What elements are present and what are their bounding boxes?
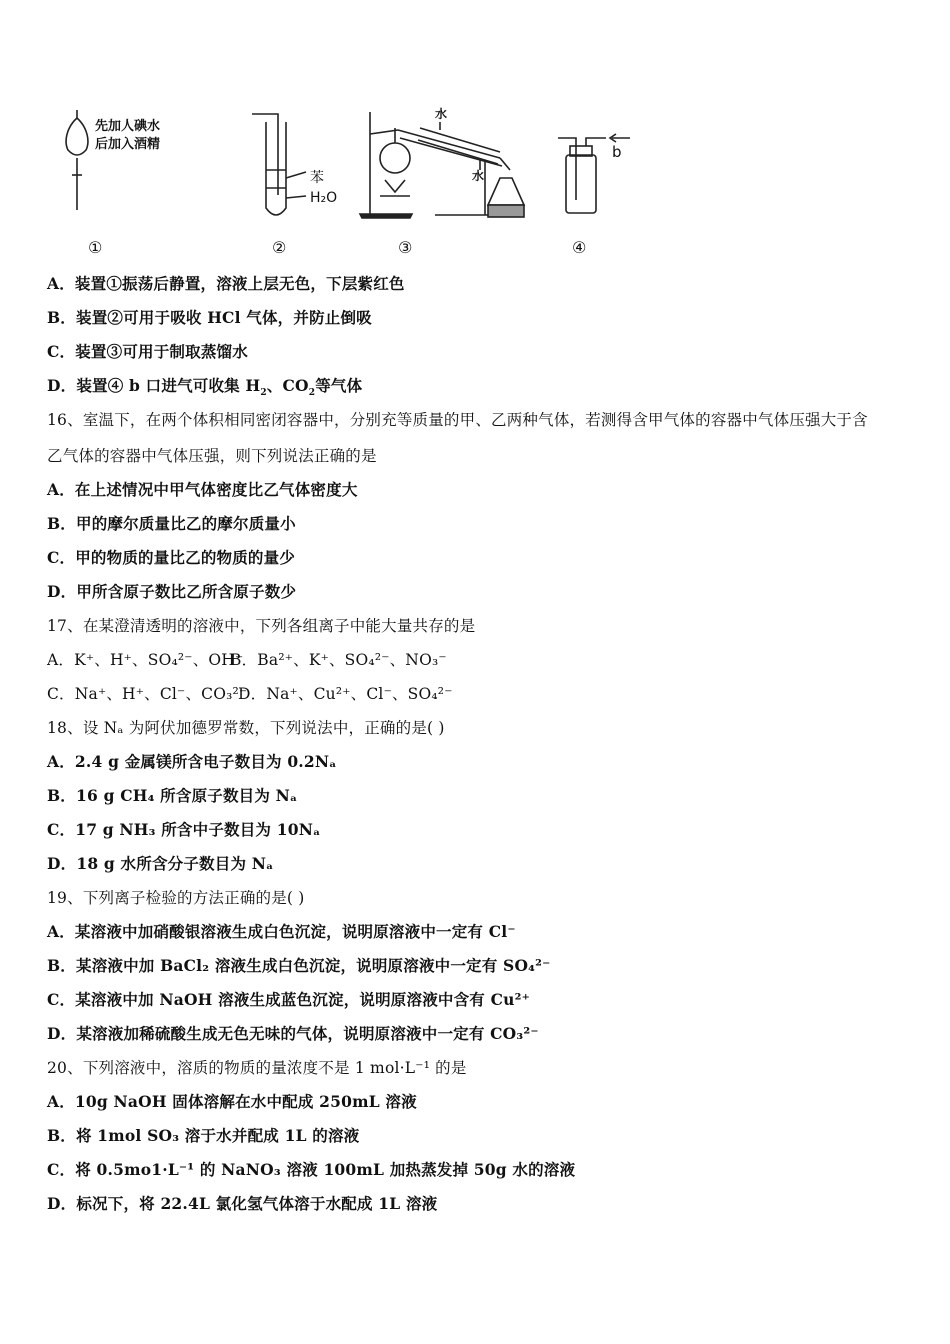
q19-option-b: B．某溶液中加 BaCl₂ 溶液生成白色沉淀，说明原溶液中一定有 SO₄²⁻ xyxy=(47,956,551,975)
benzene-label: 苯 xyxy=(310,170,324,186)
distillation-apparatus xyxy=(360,112,524,218)
q15-option-a: A．装置①振荡后静置，溶液上层无色，下层紫红色 xyxy=(47,274,405,293)
q16-stem-line-2: 乙气体的容器中气体压强，则下列说法正确的是 xyxy=(47,447,377,465)
q20-option-a: A．10g NaOH 固体溶解在水中配成 250mL 溶液 xyxy=(47,1092,417,1111)
figure-label-4: ④ xyxy=(572,238,587,257)
q16-option-a: A．在上述情况中甲气体密度比乙气体密度大 xyxy=(47,480,358,499)
q17-option-c: C．Na⁺、H⁺、Cl⁻、CO₃²⁻ xyxy=(47,685,248,703)
q19-option-d: D．某溶液加稀硫酸生成无色无味的气体，说明原溶液中一定有 CO₃²⁻ xyxy=(47,1024,539,1043)
water-in-label: 水 xyxy=(435,107,448,121)
q20-option-c: C．将 0.5mo1·L⁻¹ 的 NaNO₃ 溶液 100mL 加热蒸发掉 50g 水的溶液 xyxy=(47,1160,576,1179)
q16-option-b: B．甲的摩尔质量比乙的摩尔质量小 xyxy=(47,514,296,533)
water-out-label: 水 xyxy=(472,169,485,183)
q16-option-c: C．甲的物质的量比乙的物质的量少 xyxy=(47,548,296,567)
q20-option-b: B．将 1mol SO₃ 溶于水并配成 1L 的溶液 xyxy=(47,1126,360,1145)
q18-option-c: C．17 g NH₃ 所含中子数目为 10Nₐ xyxy=(47,820,321,839)
q18-option-a: A．2.4 g 金属镁所含电子数目为 0.2Nₐ xyxy=(47,752,337,771)
figure-label-1: ① xyxy=(88,238,103,257)
inlet-b-label: b xyxy=(612,143,622,161)
test-tube xyxy=(252,114,306,215)
separatory-funnel xyxy=(66,110,88,210)
q16-stem-line-1: 16、室温下，在两个体积相同密闭容器中，分别充等质量的甲、乙两种气体，若测得含甲气体的容器中气体压强大于含 xyxy=(47,411,868,429)
figure-label-3: ③ xyxy=(398,238,413,257)
q17-stem: 17、在某澄清透明的溶液中，下列各组离子中能大量共存的是 xyxy=(47,617,476,635)
q19-option-a: A．某溶液中加硝酸银溶液生成白色沉淀，说明原溶液中一定有 Cl⁻ xyxy=(47,922,516,941)
q17-option-d: D．Na⁺、Cu²⁺、Cl⁻、SO₄²⁻ xyxy=(238,685,453,703)
q19-stem: 19、下列离子检验的方法正确的是( ) xyxy=(47,889,305,907)
water-label: H₂O xyxy=(310,190,338,206)
q15-option-d: D．装置④ b 口进气可收集 $H_2$、$CO_2$等气体 xyxy=(47,376,363,399)
q15-option-c: C．装置③可用于制取蒸馏水 xyxy=(47,342,248,361)
funnel-annotation-2: 后加入酒精 xyxy=(95,137,161,152)
funnel-annotation-1: 先加人碘水 xyxy=(95,119,161,134)
q18-option-b: B．16 g CH₄ 所含原子数目为 Nₐ xyxy=(47,786,298,805)
q20-stem: 20、下列溶液中，溶质的物质的量浓度不是 1 mol·L⁻¹ 的是 xyxy=(47,1059,467,1077)
figure-label-2: ② xyxy=(272,238,287,257)
q18-stem: 18、设 Nₐ 为阿伏加德罗常数，下列说法中，正确的是( ) xyxy=(47,719,445,737)
q17-option-a: A．K⁺、H⁺、SO₄²⁻、OH⁻ xyxy=(47,651,244,669)
q19-option-c: C．某溶液中加 NaOH 溶液生成蓝色沉淀，说明原溶液中含有 Cu²⁺ xyxy=(47,990,530,1009)
q17-option-b: B．Ba²⁺、K⁺、SO₄²⁻、NO₃⁻ xyxy=(230,651,447,669)
q18-option-d: D．18 g 水所含分子数目为 Nₐ xyxy=(47,854,274,873)
q15-option-b: B．装置②可用于吸收 HCl 气体，并防止倒吸 xyxy=(47,308,372,327)
q20-option-d: D．标况下，将 22.4L 氯化氢气体溶于水配成 1L 溶液 xyxy=(47,1194,438,1213)
apparatus-figure xyxy=(40,100,680,265)
q16-option-d: D．甲所含原子数比乙所含原子数少 xyxy=(47,582,297,601)
